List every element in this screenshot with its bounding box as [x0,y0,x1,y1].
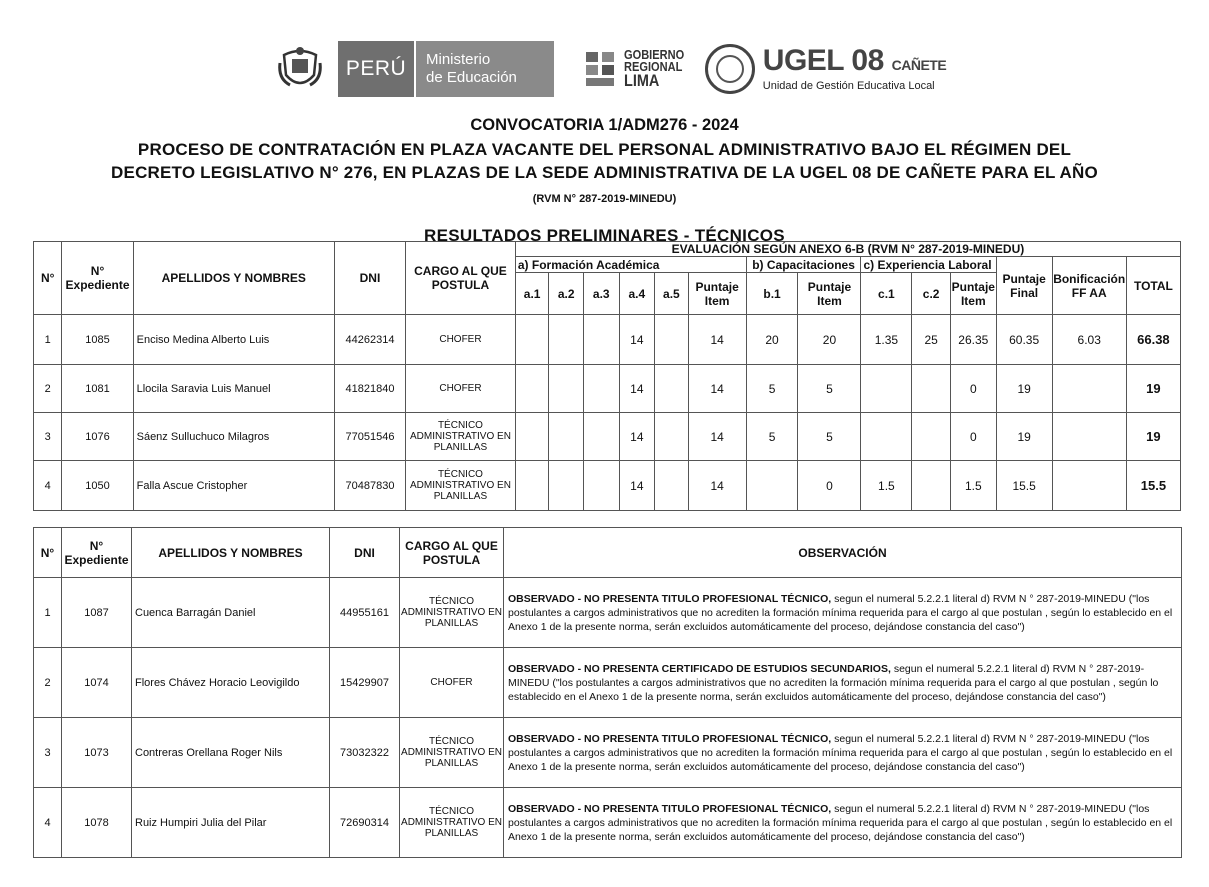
col-header-a1: a.1 [515,273,549,315]
cell-a1 [515,365,549,413]
cell-total: 15.5 [1126,461,1180,511]
group-capacitaciones: b) Capacitaciones [746,257,861,273]
cell-a3 [583,315,619,365]
col-header-n: N° [34,242,62,315]
cell-a5 [655,461,689,511]
cell-expediente: 1073 [62,718,132,788]
cell-observacion [504,718,1182,788]
cell-cargo: TÉCNICO ADMINISTRATIVO EN PLANILLAS [400,788,504,858]
cell-n: 1 [34,315,62,365]
obs-bold: OBSERVADO - NO PRESENTA CERTIFICADO DE ESTUDIOS SECUNDARIOS, [508,662,891,675]
ugel-subtitle: Unidad de Gestión Educativa Local [762,80,935,92]
cell-expediente: 1085 [62,315,133,365]
cell-n: 3 [34,413,62,461]
cell-puntaje-b: 0 [798,461,861,511]
cell-c2: 25 [912,315,951,365]
cell-cargo: CHOFER [400,648,504,718]
cell-n: 1 [34,578,62,648]
cell-a3 [583,461,619,511]
cell-a2 [549,413,584,461]
cell-a1 [515,315,549,365]
table-row [34,788,1182,858]
gobierno-line1: GOBIERNO [624,47,685,62]
cell-a4: 14 [619,315,655,365]
cell-nombre: Falla Ascue Cristopher [133,461,334,511]
obs-text: segun el numeral 5.2.2.1 literal d) RVM N ° 287-2019-MINEDU ("los postulantes a cargos administrativos que no acrediten la formación mínima requerida para el cargo al que postulan , según lo establecido en el Anexo 1 de la presente norma, serán excluidos automáticamente del proceso, dejándose constancia del caso") [508,662,1159,703]
table-row [34,718,1182,788]
cell-b1: 5 [746,413,798,461]
cell-c1: 1.5 [861,461,912,511]
obs-bold: OBSERVADO - NO PRESENTA TITULO PROFESIONAL TÉCNICO, [508,732,832,745]
process-title-line1: PROCESO DE CONTRATACIÓN EN PLAZA VACANTE DEL PERSONAL ADMINISTRATIVO BAJO EL RÉGIMEN DEL [137,140,1072,159]
cell-a4: 14 [619,461,655,511]
obs-bold: OBSERVADO - NO PRESENTA TITULO PROFESIONAL TÉCNICO, [508,802,832,815]
cell-a2 [549,461,584,511]
cell-nombre: Cuenca Barragán Daniel [132,578,330,648]
col-header-puntaje-c: Puntaje Item [950,273,996,315]
col-header-puntaje-b: Puntaje Item [798,273,861,315]
cell-observacion [504,648,1182,718]
results-heading: RESULTADOS PRELIMINARES - TÉCNICOS [424,226,785,245]
obs-header-nombres: APELLIDOS Y NOMBRES [132,528,330,578]
cell-a5 [655,315,689,365]
cell-cargo: TÉCNICO ADMINISTRATIVO EN PLANILLAS [400,578,504,648]
convocatoria-title: CONVOCATORIA 1/ADM276 - 2024 [470,116,739,134]
col-header-a5: a.5 [655,273,689,315]
cell-dni: 77051546 [334,413,405,461]
cell-puntaje-c: 0 [950,365,996,413]
rvm-subtitle: (RVM N° 287-2019-MINEDU) [532,193,677,205]
peru-label: PERÚ [338,41,416,97]
cell-b1 [746,461,798,511]
cell-cargo: TÉCNICO ADMINISTRATIVO EN PLANILLAS [400,718,504,788]
cell-cargo: TÉCNICO ADMINISTRATIVO EN PLANILLAS [406,413,516,461]
obs-text: segun el numeral 5.2.2.1 literal d) RVM N ° 287-2019-MINEDU ("los postulantes a cargos administrativos que no acrediten la formación mínima requerida para el cargo al que postulan , según lo establecido en el Anexo 1 de la presente norma, serán excluidos automáticamente del proceso, dejándose constancia del caso") [508,802,1173,843]
cell-dni: 72690314 [330,788,400,858]
cell-a5 [655,413,689,461]
cell-dni: 44955161 [330,578,400,648]
gobierno-regional-logo [584,48,695,90]
cell-bonificacion [1052,365,1126,413]
col-header-c2: c.2 [912,273,951,315]
cell-b1: 5 [746,365,798,413]
col-header-nombres: APELLIDOS Y NOMBRES [133,242,334,315]
cell-nombre: Enciso Medina Alberto Luis [133,315,334,365]
cell-c1 [861,413,912,461]
cell-a4: 14 [619,413,655,461]
cell-total: 19 [1126,413,1180,461]
cell-expediente: 1087 [62,578,132,648]
col-header-a4: a.4 [619,273,655,315]
table-row [34,315,1181,365]
cell-puntaje-final: 19 [996,365,1052,413]
cell-cargo: CHOFER [406,315,516,365]
cell-puntaje-c: 0 [950,413,996,461]
cell-puntaje-a: 14 [688,413,746,461]
process-title-line2: DECRETO LEGISLATIVO N° 276, EN PLAZAS DE LA SEDE ADMINISTRATIVA DE LA UGEL 08 DE CAÑETE PARA EL AÑO [111,163,1098,182]
obs-header-observacion: OBSERVACIÓN [504,528,1182,578]
cell-total: 66.38 [1126,315,1180,365]
cell-expediente: 1081 [62,365,133,413]
cell-puntaje-a: 14 [688,315,746,365]
results-table [33,241,1181,511]
observations-table [33,527,1182,858]
col-header-bonificacion: Bonificación FF AA [1052,257,1126,315]
cell-n: 4 [34,788,62,858]
col-header-expediente: N° Expediente [62,242,133,315]
cell-nombre: Contreras Orellana Roger Nils [132,718,330,788]
col-header-a2: a.2 [549,273,584,315]
col-header-cargo: CARGO AL QUE POSTULA [406,242,516,315]
cell-expediente: 1076 [62,413,133,461]
cell-observacion [504,578,1182,648]
cell-puntaje-a: 14 [688,365,746,413]
col-header-b1: b.1 [746,273,798,315]
cell-puntaje-b: 5 [798,365,861,413]
table-row [34,648,1182,718]
cell-expediente: 1074 [62,648,132,718]
cell-a3 [583,413,619,461]
cell-n: 3 [34,718,62,788]
cell-a1 [515,461,549,511]
cell-c2 [912,413,951,461]
table-row [34,461,1181,511]
cell-a2 [549,365,584,413]
cell-cargo: CHOFER [406,365,516,413]
obs-header-cargo: CARGO AL QUE POSTULA [400,528,504,578]
cell-c2 [912,365,951,413]
cell-c1 [861,365,912,413]
table-row [34,365,1181,413]
gobierno-regional-icon [584,48,618,90]
obs-header-dni: DNI [330,528,400,578]
cell-dni: 70487830 [334,461,405,511]
ministerio-line1: Ministerio [426,51,491,68]
cell-nombre: Sáenz Sulluchuco Milagros [133,413,334,461]
cell-expediente: 1050 [62,461,133,511]
obs-header-n: N° [34,528,62,578]
cell-nombre: Ruiz Humpiri Julia del Pilar [132,788,330,858]
col-header-a3: a.3 [583,273,619,315]
cell-b1: 20 [746,315,798,365]
cell-a5 [655,365,689,413]
cell-c2 [912,461,951,511]
obs-text: segun el numeral 5.2.2.1 literal d) RVM N ° 287-2019-MINEDU ("los postulantes a cargos administrativos que no acrediten la formación mínima requerida para el cargo al que postulan , según lo establecido en el Anexo 1 de la presente norma, serán excluidos automáticamente del proceso, dejándose constancia del caso") [508,592,1173,633]
cell-n: 4 [34,461,62,511]
header-logos [278,38,946,100]
table-row [34,413,1181,461]
cell-puntaje-final: 60.35 [996,315,1052,365]
cell-bonificacion [1052,461,1126,511]
minedu-logo [338,41,554,97]
cell-puntaje-b: 5 [798,413,861,461]
cell-a3 [583,365,619,413]
cell-a2 [549,315,584,365]
cell-a1 [515,413,549,461]
col-header-dni: DNI [334,242,405,315]
cell-a4: 14 [619,365,655,413]
ugel-name: UGEL 08 [762,44,884,77]
cell-puntaje-final: 15.5 [996,461,1052,511]
cell-nombre: Flores Chávez Horacio Leovigildo [132,648,330,718]
cell-total: 19 [1126,365,1180,413]
obs-text: segun el numeral 5.2.2.1 literal d) RVM N ° 287-2019-MINEDU ("los postulantes a cargos administrativos que no acrediten la formación mínima requerida para el cargo al que postulan , según lo establecido en el Anexo 1 de la presente norma, serán excluidos automáticamente del proceso, dejándose constancia del caso") [508,732,1173,773]
cell-puntaje-final: 19 [996,413,1052,461]
cell-bonificacion: 6.03 [1052,315,1126,365]
cell-observacion [504,788,1182,858]
col-header-puntaje-a: Puntaje Item [688,273,746,315]
gobierno-line3: LIMA [624,71,660,90]
col-header-total: TOTAL [1126,257,1180,315]
group-formacion: a) Formación Académica [515,257,746,273]
cell-c1: 1.35 [861,315,912,365]
peru-coat-of-arms-icon [278,45,322,93]
obs-bold: OBSERVADO - NO PRESENTA TITULO PROFESIONAL TÉCNICO, [508,592,832,605]
cell-expediente: 1078 [62,788,132,858]
gobierno-line2: REGIONAL [624,59,683,74]
cell-dni: 15429907 [330,648,400,718]
col-header-evaluacion: EVALUACIÓN SEGÚN ANEXO 6-B (RVM N° 287-2019-MINEDU) [515,242,1180,257]
cell-puntaje-a: 14 [688,461,746,511]
cell-n: 2 [34,648,62,718]
ugel-seal-icon [705,44,755,94]
cell-bonificacion [1052,413,1126,461]
ministerio-label [416,41,554,97]
cell-dni: 41821840 [334,365,405,413]
col-header-c1: c.1 [861,273,912,315]
cell-nombre: Llocila Saravia Luis Manuel [133,365,334,413]
cell-n: 2 [34,365,62,413]
cell-dni: 73032322 [330,718,400,788]
col-header-puntaje-final: Puntaje Final [996,257,1052,315]
ugel-city: CAÑETE [891,57,947,73]
ugel-logo [705,44,946,94]
table-row [34,578,1182,648]
cell-dni: 44262314 [334,315,405,365]
cell-puntaje-b: 20 [798,315,861,365]
group-experiencia: c) Experiencia Laboral [861,257,996,273]
ministerio-line2: de Educación [426,69,517,86]
cell-puntaje-c: 26.35 [950,315,996,365]
cell-cargo: TÉCNICO ADMINISTRATIVO EN PLANILLAS [406,461,516,511]
cell-puntaje-c: 1.5 [950,461,996,511]
obs-header-expediente: N° Expediente [62,528,132,578]
